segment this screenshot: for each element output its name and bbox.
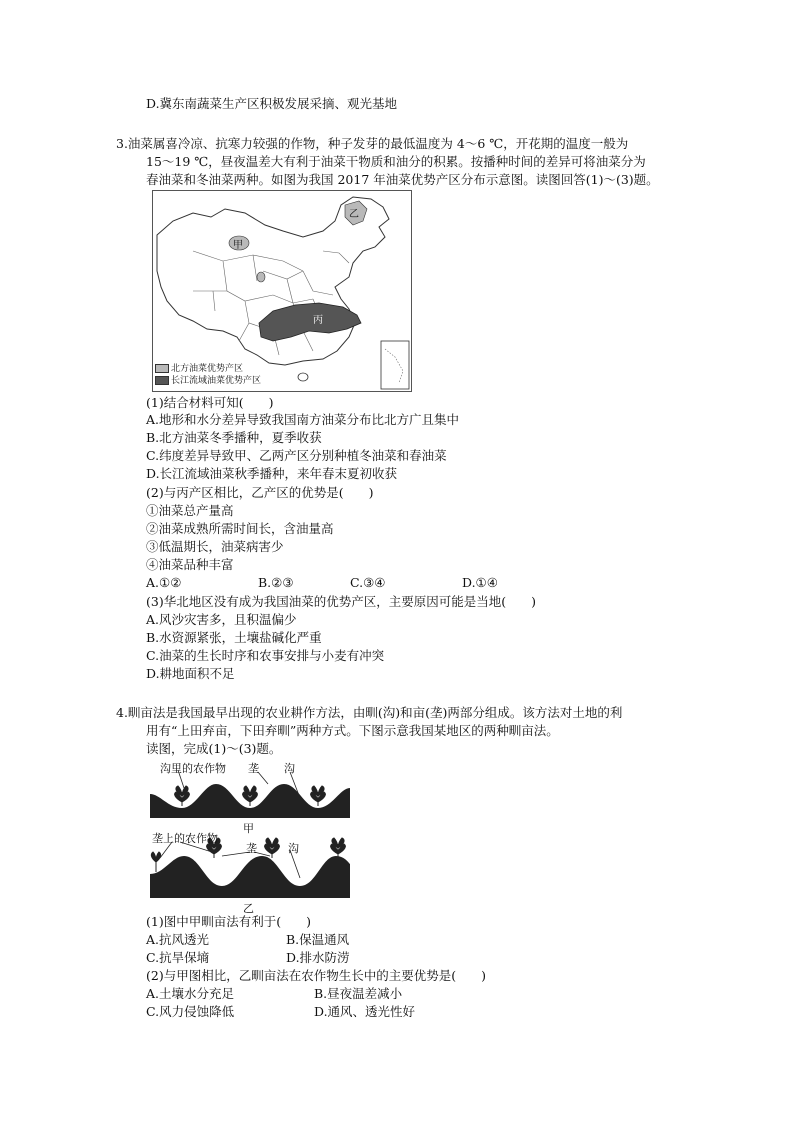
diagram-jia-crop-label: 沟里的农作物 <box>160 762 226 775</box>
furrow-diagram-jia <box>150 762 350 835</box>
map-label-bing: 丙 <box>313 315 323 326</box>
q3-sub2-choices <box>146 575 498 591</box>
q3-sub3-option-a: A.风沙灾害多，且积温偏少 <box>146 612 297 627</box>
legend-yangtze <box>155 376 261 387</box>
q4-sub2-option-c: C.风力侵蚀降低 <box>146 1004 235 1019</box>
q4-intro-line-1: 4.甽亩法是我国最早出现的农业耕作方法，由甽(沟)和亩(垄)两部分组成。该方法对土地的利 <box>116 705 623 720</box>
q3-sub3-option-d: D.耕地面积不足 <box>146 666 235 681</box>
diagram-jia-furrow-label: 沟 <box>284 762 295 775</box>
q3-sub2-stem: (2)与丙产区相比，乙产区的优势是( ) <box>146 485 374 500</box>
q3-sub1-option-c: C.纬度差异导致甲、乙两产区分别种植冬油菜和春油菜 <box>146 448 447 463</box>
q3-sub2-item-4: ④油菜品种丰富 <box>146 557 234 572</box>
q3-sub2-item-1: ①油菜总产量高 <box>146 503 234 518</box>
diagram-yi-ridge-label: 垄 <box>246 842 257 855</box>
q3-sub1-option-a: A.地形和水分差异导致我国南方油菜分布比北方广且集中 <box>146 412 460 427</box>
q4-sub2-stem: (2)与甲图相比，乙甽亩法在农作物生长中的主要优势是( ) <box>146 968 486 983</box>
q3-sub3-option-b: B.水资源紧张，土壤盐碱化严重 <box>146 630 322 645</box>
q4-sub2-option-b: B.昼夜温差减小 <box>314 986 403 1001</box>
q4-sub2-options-row-2 <box>146 1004 415 1020</box>
legend-label-northern: 北方油菜优势产区 <box>171 364 244 374</box>
northern-region-patch <box>257 272 265 282</box>
q3-sub2-choice-d: D.①④ <box>462 575 498 590</box>
q4-sub1-option-d: D.排水防涝 <box>286 950 350 965</box>
rapeseed-distribution-map <box>152 190 412 392</box>
q3-intro-line-3: 春油菜和冬油菜两种。如图为我国 2017 年油菜优势产区分布示意图。读图回答(1)～(3)题。 <box>146 172 659 187</box>
diagram-jia-caption: 甲 <box>243 822 254 835</box>
q3-sub2-choice-b: B.②③ <box>258 575 294 590</box>
legend-swatch-yangtze <box>155 376 169 385</box>
legend-northern <box>155 364 243 375</box>
diagram-yi-caption: 乙 <box>243 902 254 915</box>
q3-sub2-choice-a: A.①② <box>146 575 182 590</box>
q3-sub3-option-c: C.油菜的生长时序和农事安排与小麦有冲突 <box>146 648 385 663</box>
china-map-outline <box>153 191 411 391</box>
furrow-diagram-yi <box>150 832 350 915</box>
q3-sub3-stem: (3)华北地区没有成为我国油菜的优势产区，主要原因可能是当地( ) <box>146 594 536 609</box>
diagram-jia-ridge-label: 垄 <box>248 762 259 775</box>
q4-intro-line-3: 读图，完成(1)～(3)题。 <box>146 741 282 756</box>
q3-intro-line-1: 3.油菜属喜冷凉、抗寒力较强的作物，种子发芽的最低温度为 4～6 ℃，开花期的温度一般为 <box>116 136 629 151</box>
q3-sub2-choice-c: C.③④ <box>350 575 386 590</box>
q2-option-d: D.冀东南蔬菜生产区积极发展采摘、观光基地 <box>146 96 398 111</box>
q4-sub1-options-row-1 <box>146 932 349 948</box>
diagram-yi-crop-label: 垄上的农作物 <box>152 832 218 845</box>
south-china-sea-inset <box>381 341 409 389</box>
map-label-yi: 乙 <box>349 209 359 220</box>
q4-sub2-option-a: A.土壤水分充足 <box>146 986 235 1001</box>
q3-sub2-item-2: ②油菜成熟所需时间长，含油量高 <box>146 521 334 536</box>
q4-sub1-option-c: C.抗旱保墒 <box>146 950 210 965</box>
q4-sub2-option-d: D.通风、透光性好 <box>314 1004 416 1019</box>
legend-label-yangtze: 长江流域油菜优势产区 <box>171 376 262 386</box>
map-label-jia: 甲 <box>233 240 243 251</box>
q4-sub1-options-row-2 <box>146 950 350 966</box>
q4-sub2-options-row-1 <box>146 986 402 1002</box>
q3-sub1-option-b: B.北方油菜冬季播种，夏季收获 <box>146 430 322 445</box>
legend-swatch-northern <box>155 364 169 373</box>
q3-intro-line-2: 15～19 ℃，昼夜温差大有利于油菜干物质和油分的积累。按播种时间的差异可将油菜分为 <box>146 154 646 169</box>
q4-sub1-option-a: A.抗风透光 <box>146 932 210 947</box>
diagram-yi-furrow-label: 沟 <box>288 842 299 855</box>
q4-intro-line-2: 用有“上田弃亩，下田弃甽”两种方式。下图示意我国某地区的两种甽亩法。 <box>146 723 559 738</box>
q3-sub1-stem: (1)结合材料可知( ) <box>146 395 274 410</box>
q4-sub1-stem: (1)图中甲甽亩法有利于( ) <box>146 914 311 929</box>
q3-sub1-option-d: D.长江流域油菜秋季播种，来年春末夏初收获 <box>146 466 398 481</box>
q3-sub2-item-3: ③低温期长，油菜病害少 <box>146 539 284 554</box>
q4-sub1-option-b: B.保温通风 <box>286 932 350 947</box>
